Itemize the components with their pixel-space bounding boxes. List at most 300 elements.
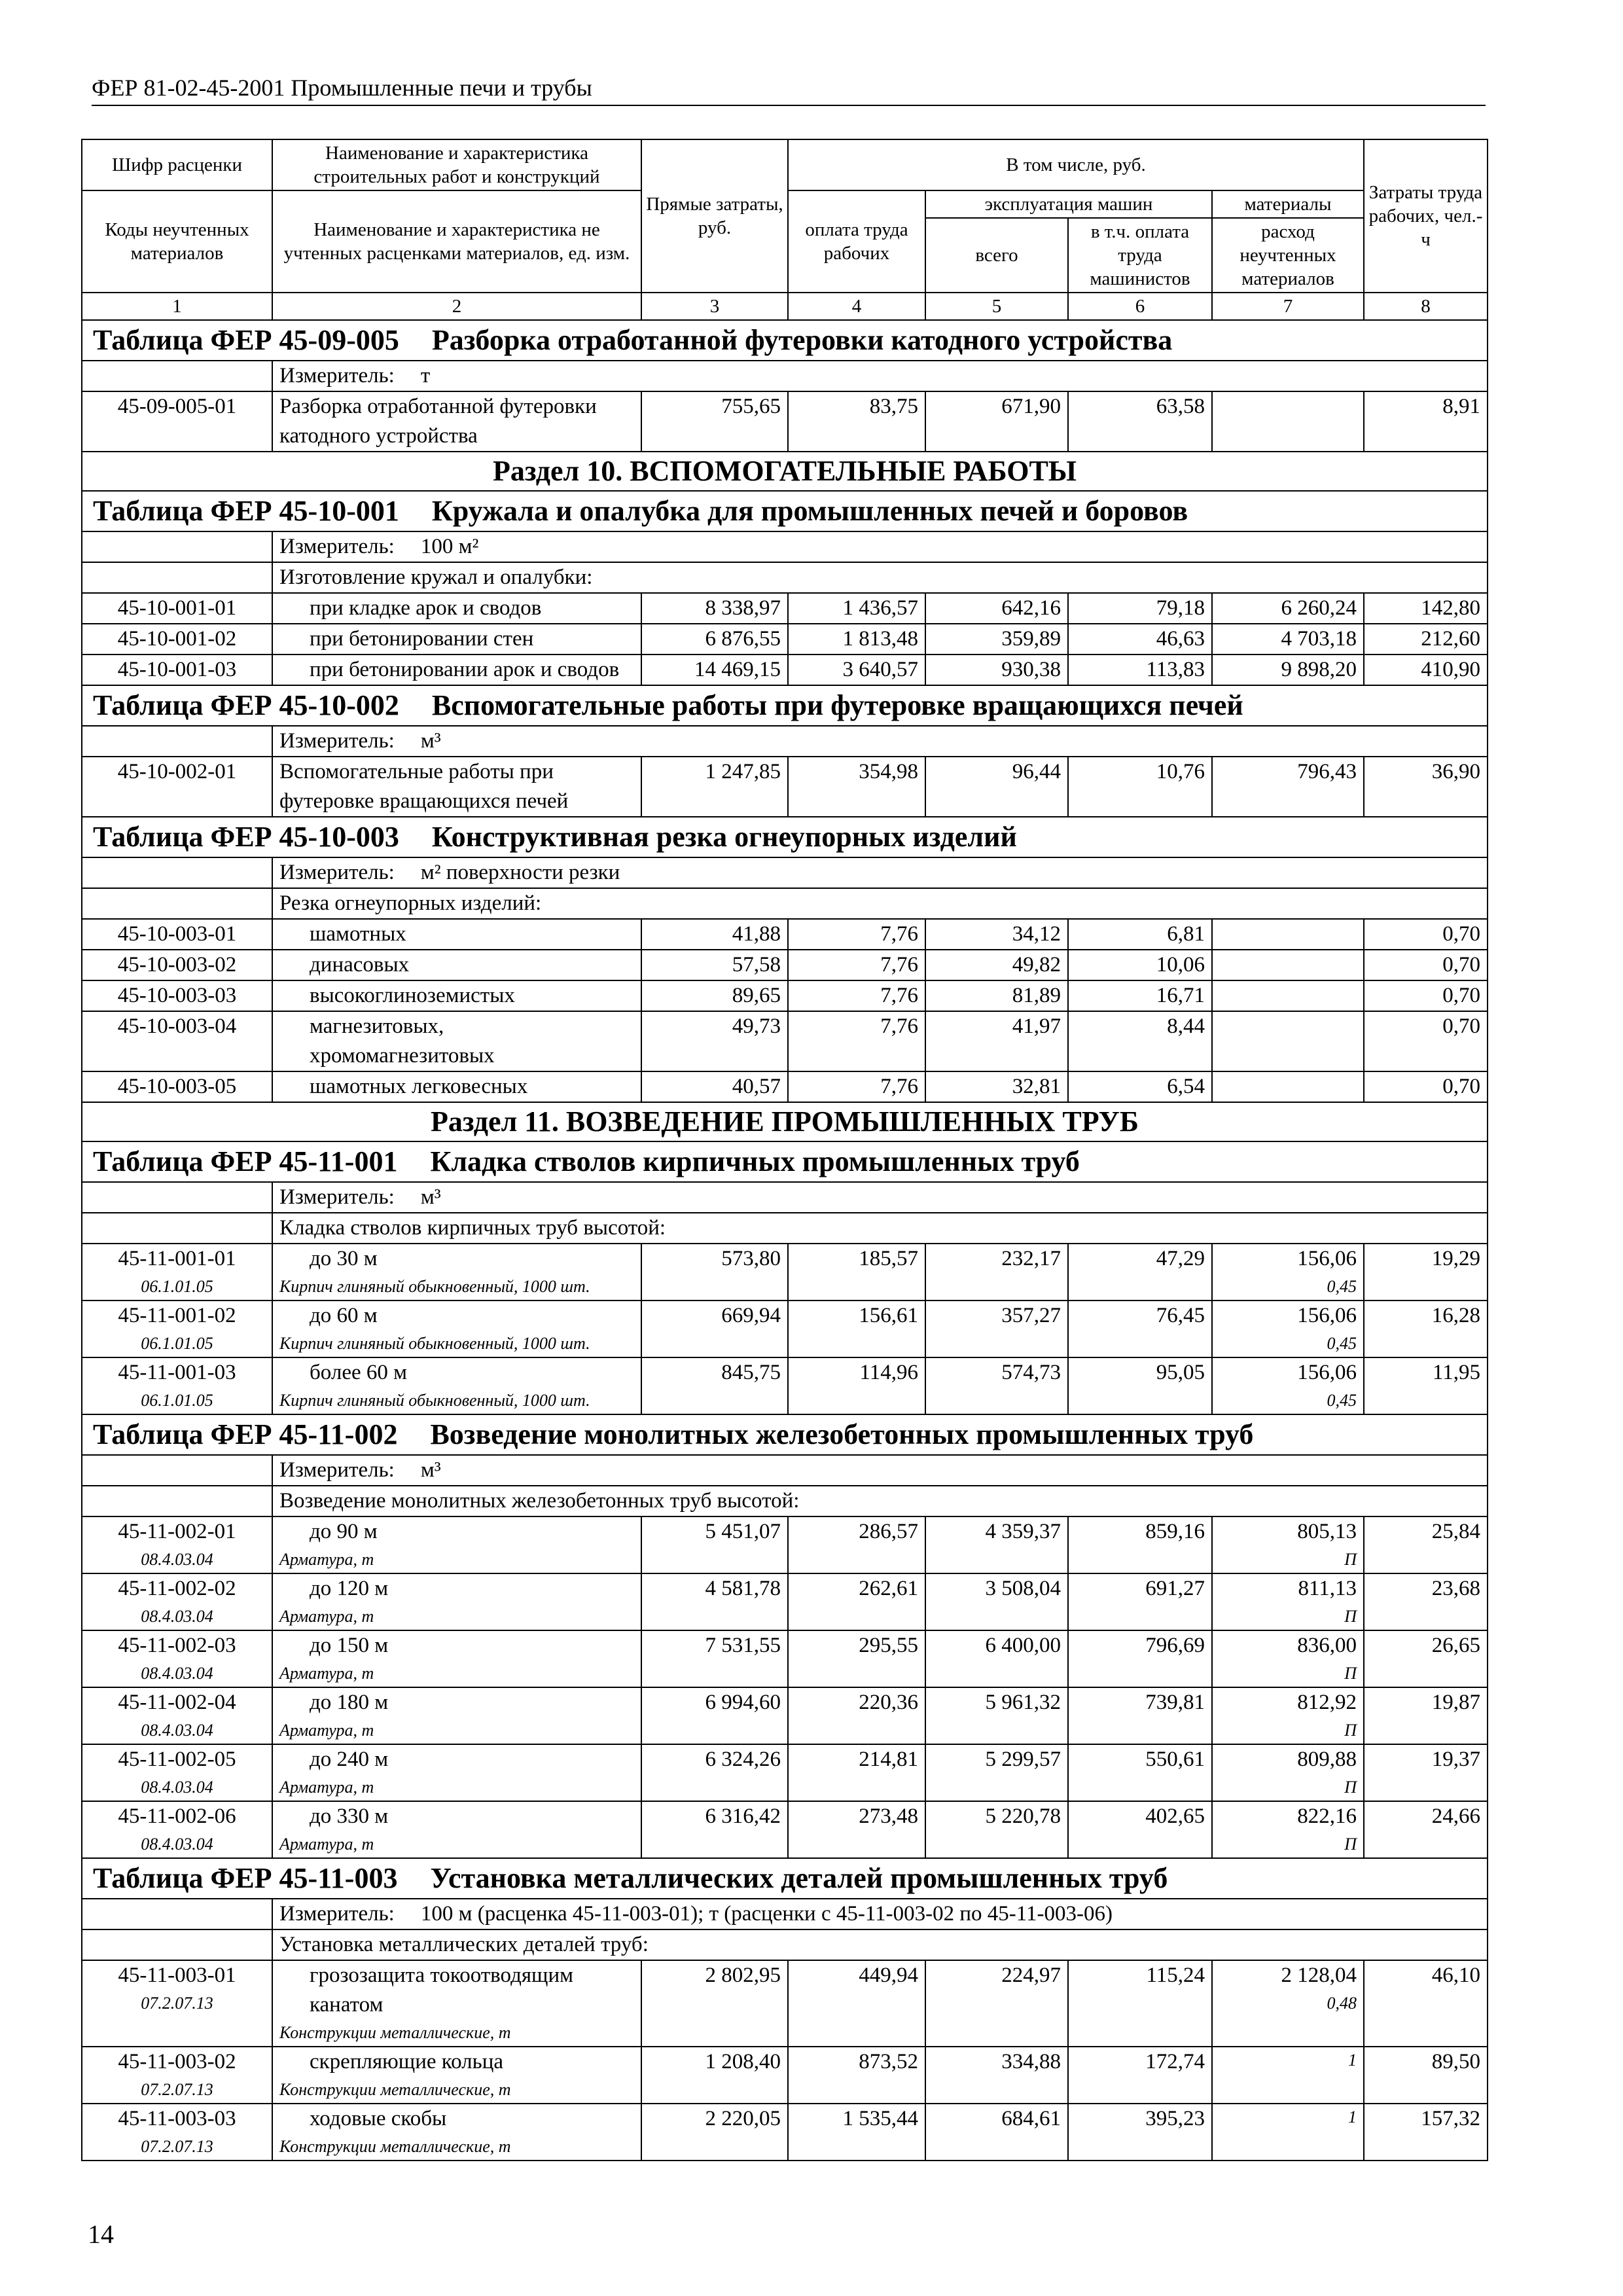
material-name: Конструкции металлические, т <box>279 2023 511 2042</box>
materials-cell <box>1212 757 1364 817</box>
direct-costs: 669,94 <box>641 1300 788 1357</box>
row-name <box>272 1687 641 1744</box>
wage-costs: 7,76 <box>788 1071 925 1102</box>
labor-costs: 410,90 <box>1364 655 1488 685</box>
page-number: 14 <box>88 2219 114 2249</box>
wage-costs: 7,76 <box>788 980 925 1011</box>
table-title-name: Установка металлических деталей промышленных труб <box>430 1862 1168 1894</box>
col-num: 7 <box>1212 293 1364 320</box>
row-code <box>82 980 272 1011</box>
col-codes-mat: Коды неучтенных материалов <box>82 190 272 293</box>
material-expense: П <box>1344 1778 1357 1797</box>
group-row <box>82 1929 1488 1960</box>
table-row <box>82 1244 1488 1300</box>
empty-cell <box>82 1213 272 1244</box>
measure-row <box>82 1899 1488 1929</box>
machine-costs: 224,97 <box>925 1960 1068 2047</box>
machine-costs: 6 400,00 <box>925 1630 1068 1687</box>
machinist-wage: 76,45 <box>1068 1300 1212 1357</box>
row-code <box>82 1011 272 1071</box>
machine-costs: 3 508,04 <box>925 1573 1068 1630</box>
material-code: 06.1.01.05 <box>141 1277 213 1296</box>
row-code <box>82 1960 272 2047</box>
wage-costs: 7,76 <box>788 919 925 950</box>
row-name <box>272 1744 641 1801</box>
machinist-wage: 47,29 <box>1068 1244 1212 1300</box>
wage-costs: 214,81 <box>788 1744 925 1801</box>
machine-costs: 96,44 <box>925 757 1068 817</box>
materials-cell <box>1212 919 1364 950</box>
measure-label: Измеритель: <box>279 364 395 387</box>
machine-costs: 232,17 <box>925 1244 1068 1300</box>
measure-unit: м³ <box>420 1458 441 1482</box>
col-materials: материалы <box>1212 190 1364 218</box>
table-row <box>82 1744 1488 1801</box>
material-name: Арматура, т <box>279 1835 374 1854</box>
wage-costs: 873,52 <box>788 2047 925 2104</box>
row-code-text: 45-11-002-02 <box>118 1577 236 1600</box>
direct-costs: 40,57 <box>641 1071 788 1102</box>
row-name-text: при бетонировании арок и сводов <box>310 658 620 681</box>
machine-costs: 359,89 <box>925 624 1068 655</box>
direct-costs: 8 338,97 <box>641 593 788 624</box>
machinist-wage: 115,24 <box>1068 1960 1212 2047</box>
row-name-text: Разборка отработанной футеровки катодного устройства <box>279 395 597 448</box>
wage-costs: 295,55 <box>788 1630 925 1687</box>
row-name <box>272 2047 641 2104</box>
machinist-wage: 739,81 <box>1068 1687 1212 1744</box>
wage-costs: 83,75 <box>788 391 925 452</box>
measure-cell <box>272 531 1488 562</box>
row-name-text: динасовых <box>310 953 410 977</box>
col-num: 4 <box>788 293 925 320</box>
empty-cell <box>82 1929 272 1960</box>
row-name-text: до 240 м <box>310 1748 389 1771</box>
row-name-text: высокоглиноземистых <box>310 984 515 1007</box>
direct-costs: 41,88 <box>641 919 788 950</box>
material-expense: 1 <box>1348 2108 1357 2126</box>
table-title-row <box>82 1414 1488 1455</box>
table-title-code: Таблица ФЕР 45-11-001 <box>93 1145 398 1177</box>
wage-costs: 3 640,57 <box>788 655 925 685</box>
labor-costs: 46,10 <box>1364 1960 1488 2047</box>
material-expense: П <box>1344 1835 1357 1854</box>
table-title-code: Таблица ФЕР 45-11-003 <box>93 1862 398 1894</box>
row-code-text: 45-11-003-02 <box>118 2050 236 2073</box>
materials-cell <box>1212 1300 1364 1357</box>
group-label: Изготовление кружал и опалубки: <box>272 562 1488 593</box>
empty-cell <box>82 857 272 888</box>
machine-costs: 5 220,78 <box>925 1801 1068 1858</box>
row-name <box>272 624 641 655</box>
material-code: 08.4.03.04 <box>141 1778 213 1797</box>
row-name <box>272 980 641 1011</box>
row-name <box>272 391 641 452</box>
group-row <box>82 562 1488 593</box>
wage-costs: 286,57 <box>788 1516 925 1573</box>
materials-cell <box>1212 655 1364 685</box>
material-expense: П <box>1344 1721 1357 1740</box>
empty-cell <box>82 1486 272 1516</box>
machinist-wage: 395,23 <box>1068 2104 1212 2161</box>
machinist-wage: 95,05 <box>1068 1357 1212 1414</box>
row-code-text: 45-11-002-04 <box>118 1691 236 1714</box>
row-code-text: 45-11-001-02 <box>118 1304 236 1327</box>
labor-costs: 0,70 <box>1364 1071 1488 1102</box>
section-title: Раздел 10. ВСПОМОГАТЕЛЬНЫЕ РАБОТЫ <box>82 452 1488 491</box>
row-name-text: до 90 м <box>310 1520 378 1543</box>
material-code: 08.4.03.04 <box>141 1721 213 1740</box>
material-name: Кирпич глиняный обыкновенный, 1000 шт. <box>279 1277 590 1296</box>
materials-cell <box>1212 980 1364 1011</box>
row-code <box>82 1071 272 1102</box>
materials-cost: 2 128,04 <box>1281 1964 1357 1987</box>
row-code-text: 45-11-002-06 <box>118 1804 236 1828</box>
row-code <box>82 1244 272 1300</box>
materials-cost: 811,13 <box>1298 1577 1357 1600</box>
materials-cost: 156,06 <box>1297 1304 1357 1327</box>
row-code <box>82 1357 272 1414</box>
measure-row <box>82 1182 1488 1213</box>
row-name <box>272 1801 641 1858</box>
labor-costs: 89,50 <box>1364 2047 1488 2104</box>
row-code-text: 45-11-003-01 <box>118 1964 236 1987</box>
row-name-text: ходовые скобы <box>310 2107 447 2130</box>
row-code-text: 45-11-002-03 <box>118 1634 236 1657</box>
wage-costs: 1 436,57 <box>788 593 925 624</box>
machinist-wage: 46,63 <box>1068 624 1212 655</box>
row-code <box>82 1573 272 1630</box>
table-title <box>82 1141 1488 1182</box>
measure-unit: м² поверхности резки <box>420 861 620 884</box>
table-row <box>82 593 1488 624</box>
materials-cell <box>1212 950 1364 980</box>
machine-costs: 684,61 <box>925 2104 1068 2161</box>
direct-costs: 755,65 <box>641 391 788 452</box>
table-title-name: Кружала и опалубка для промышленных печей и боровов <box>431 495 1188 527</box>
table-row <box>82 1300 1488 1357</box>
wage-costs: 354,98 <box>788 757 925 817</box>
measure-label: Измеритель: <box>279 1902 395 1926</box>
table-row <box>82 1960 1488 2047</box>
row-code <box>82 1516 272 1573</box>
direct-costs: 6 994,60 <box>641 1687 788 1744</box>
measure-row <box>82 726 1488 757</box>
labor-costs: 19,37 <box>1364 1744 1488 1801</box>
measure-cell <box>272 1455 1488 1486</box>
table-row <box>82 1071 1488 1102</box>
wage-costs: 156,61 <box>788 1300 925 1357</box>
row-name <box>272 593 641 624</box>
direct-costs: 57,58 <box>641 950 788 980</box>
price-table <box>81 139 1488 2161</box>
row-code-text: 45-10-003-03 <box>117 984 237 1007</box>
measure-unit: м³ <box>420 1185 441 1209</box>
labor-costs: 0,70 <box>1364 1011 1488 1071</box>
material-expense: 0,48 <box>1327 1994 1357 2013</box>
machine-costs: 81,89 <box>925 980 1068 1011</box>
row-code-text: 45-10-001-01 <box>117 596 237 620</box>
labor-costs: 25,84 <box>1364 1516 1488 1573</box>
materials-cost: 156,06 <box>1297 1247 1357 1270</box>
direct-costs: 14 469,15 <box>641 655 788 685</box>
row-name-text: до 60 м <box>310 1304 378 1327</box>
row-name-text: скрепляющие кольца <box>310 2050 504 2073</box>
labor-costs: 36,90 <box>1364 757 1488 817</box>
machine-costs: 34,12 <box>925 919 1068 950</box>
row-code <box>82 1300 272 1357</box>
table-row <box>82 2047 1488 2104</box>
col-labor: Затраты труда рабочих, чел.-ч <box>1364 139 1488 293</box>
row-name-text: Вспомогательные работы при футеровке вращающихся печей <box>279 760 569 813</box>
row-code-text: 45-10-003-01 <box>117 922 237 946</box>
machinist-wage: 796,69 <box>1068 1630 1212 1687</box>
row-name <box>272 757 641 817</box>
table-title <box>82 320 1488 361</box>
labor-costs: 0,70 <box>1364 980 1488 1011</box>
page-header: ФЕР 81-02-45-2001 Промышленные печи и трубы <box>92 73 1486 106</box>
machine-costs: 5 299,57 <box>925 1744 1068 1801</box>
table-row <box>82 1630 1488 1687</box>
material-name: Арматура, т <box>279 1664 374 1683</box>
labor-costs: 26,65 <box>1364 1630 1488 1687</box>
table-header <box>82 139 1488 320</box>
material-name: Арматура, т <box>279 1607 374 1626</box>
direct-costs: 845,75 <box>641 1357 788 1414</box>
row-name <box>272 1630 641 1687</box>
machine-costs: 334,88 <box>925 2047 1068 2104</box>
measure-unit: 100 м (расценка 45-11-003-01); т (расценки с 45-11-003-02 по 45-11-003-06) <box>420 1902 1113 1926</box>
materials-cost: 6 260,24 <box>1281 596 1357 620</box>
col-num: 5 <box>925 293 1068 320</box>
measure-cell <box>272 857 1488 888</box>
col-mach: эксплуатация машин <box>925 190 1212 218</box>
section-row <box>82 452 1488 491</box>
material-code: 08.4.03.04 <box>141 1664 213 1683</box>
material-expense: П <box>1344 1664 1357 1683</box>
col-code: Шифр расценки <box>82 139 272 190</box>
materials-cost: 805,13 <box>1297 1520 1357 1543</box>
direct-costs: 49,73 <box>641 1011 788 1071</box>
group-label: Кладка стволов кирпичных труб высотой: <box>272 1213 1488 1244</box>
row-name <box>272 919 641 950</box>
machinist-wage: 6,81 <box>1068 919 1212 950</box>
labor-costs: 8,91 <box>1364 391 1488 452</box>
machinist-wage: 63,58 <box>1068 391 1212 452</box>
materials-cost: 4 703,18 <box>1281 627 1357 651</box>
empty-cell <box>82 1899 272 1929</box>
row-name <box>272 1573 641 1630</box>
material-name: Конструкции металлические, т <box>279 2080 511 2099</box>
materials-cell <box>1212 593 1364 624</box>
row-name-text: до 150 м <box>310 1634 389 1657</box>
row-name <box>272 1244 641 1300</box>
machine-costs: 32,81 <box>925 1071 1068 1102</box>
empty-cell <box>82 1182 272 1213</box>
machinist-wage: 16,71 <box>1068 980 1212 1011</box>
direct-costs: 2 220,05 <box>641 2104 788 2161</box>
measure-row <box>82 531 1488 562</box>
measure-row <box>82 857 1488 888</box>
table-title-row <box>82 685 1488 726</box>
labor-costs: 16,28 <box>1364 1300 1488 1357</box>
measure-unit: т <box>420 364 431 387</box>
group-row <box>82 1486 1488 1516</box>
col-num: 1 <box>82 293 272 320</box>
row-code-text: 45-10-003-04 <box>117 1014 237 1038</box>
table-title-code: Таблица ФЕР 45-10-002 <box>93 689 399 721</box>
wage-costs: 1 813,48 <box>788 624 925 655</box>
materials-cell <box>1212 2047 1364 2104</box>
machine-costs: 4 359,37 <box>925 1516 1068 1573</box>
material-expense: 1 <box>1348 2051 1357 2070</box>
wage-costs: 7,76 <box>788 1011 925 1071</box>
wage-costs: 114,96 <box>788 1357 925 1414</box>
direct-costs: 4 581,78 <box>641 1573 788 1630</box>
group-row <box>82 1213 1488 1244</box>
col-num: 2 <box>272 293 641 320</box>
direct-costs: 89,65 <box>641 980 788 1011</box>
table-row <box>82 980 1488 1011</box>
materials-cost: 812,92 <box>1297 1691 1357 1714</box>
section-row <box>82 1102 1488 1141</box>
row-name <box>272 1011 641 1071</box>
direct-costs: 1 208,40 <box>641 2047 788 2104</box>
labor-costs: 24,66 <box>1364 1801 1488 1858</box>
row-name <box>272 1071 641 1102</box>
wage-costs: 449,94 <box>788 1960 925 2047</box>
material-expense: 0,45 <box>1327 1391 1357 1410</box>
table-title <box>82 1858 1488 1899</box>
material-expense: П <box>1344 1607 1357 1626</box>
machine-costs: 930,38 <box>925 655 1068 685</box>
table-title <box>82 685 1488 726</box>
labor-costs: 11,95 <box>1364 1357 1488 1414</box>
labor-costs: 0,70 <box>1364 950 1488 980</box>
materials-cell <box>1212 1244 1364 1300</box>
table-row <box>82 1357 1488 1414</box>
labor-costs: 212,60 <box>1364 624 1488 655</box>
row-name-text: при бетонировании стен <box>310 627 534 651</box>
table-title <box>82 817 1488 857</box>
col-total: всего <box>925 218 1068 293</box>
empty-cell <box>82 531 272 562</box>
row-code-text: 45-09-005-01 <box>117 395 237 418</box>
col-name-mat: Наименование и характеристика не учтенных расценками материалов, ед. изм. <box>272 190 641 293</box>
empty-cell <box>82 562 272 593</box>
machinist-wage: 113,83 <box>1068 655 1212 685</box>
machinist-wage: 79,18 <box>1068 593 1212 624</box>
col-mat-exp: расход неучтенных материалов <box>1212 218 1364 293</box>
row-name <box>272 1357 641 1414</box>
row-name-text: до 120 м <box>310 1577 389 1600</box>
materials-cost: 9 898,20 <box>1281 658 1357 681</box>
table-title-code: Таблица ФЕР 45-09-005 <box>93 324 399 356</box>
table-row <box>82 919 1488 950</box>
row-code-text: 45-10-003-05 <box>117 1075 237 1098</box>
row-code-text: 45-10-002-01 <box>117 760 237 783</box>
materials-cost: 809,88 <box>1297 1748 1357 1771</box>
row-code <box>82 757 272 817</box>
material-code: 06.1.01.05 <box>141 1334 213 1353</box>
materials-cell <box>1212 1071 1364 1102</box>
machinist-wage: 550,61 <box>1068 1744 1212 1801</box>
materials-cell <box>1212 1573 1364 1630</box>
machine-costs: 671,90 <box>925 391 1068 452</box>
table-row <box>82 655 1488 685</box>
table-title-name: Возведение монолитных железобетонных промышленных труб <box>430 1418 1254 1450</box>
materials-cell <box>1212 1357 1364 1414</box>
material-expense: 0,45 <box>1327 1277 1357 1296</box>
col-wage: оплата труда рабочих <box>788 190 925 293</box>
section-title: Раздел 11. ВОЗВЕДЕНИЕ ПРОМЫШЛЕННЫХ ТРУБ <box>82 1102 1488 1141</box>
materials-cost: 796,43 <box>1297 760 1357 783</box>
direct-costs: 2 802,95 <box>641 1960 788 2047</box>
table-row <box>82 950 1488 980</box>
row-name-text: шамотных <box>310 922 406 946</box>
materials-cell <box>1212 1960 1364 2047</box>
row-code <box>82 950 272 980</box>
group-label: Возведение монолитных железобетонных труб высотой: <box>272 1486 1488 1516</box>
wage-costs: 7,76 <box>788 950 925 980</box>
row-name-text: шамотных легковесных <box>310 1075 528 1098</box>
group-row <box>82 888 1488 919</box>
machinist-wage: 691,27 <box>1068 1573 1212 1630</box>
table-title-code: Таблица ФЕР 45-10-001 <box>93 495 399 527</box>
table-title-name: Конструктивная резка огнеупорных изделий <box>431 821 1017 853</box>
materials-cell <box>1212 391 1364 452</box>
table-row <box>82 1801 1488 1858</box>
measure-label: Измеритель: <box>279 535 395 558</box>
machinist-wage: 402,65 <box>1068 1801 1212 1858</box>
row-code-text: 45-10-001-03 <box>117 658 237 681</box>
labor-costs: 23,68 <box>1364 1573 1488 1630</box>
row-name <box>272 655 641 685</box>
material-code: 07.2.07.13 <box>141 2080 213 2099</box>
col-num: 3 <box>641 293 788 320</box>
direct-costs: 6 876,55 <box>641 624 788 655</box>
table-row <box>82 2104 1488 2161</box>
table-row <box>82 624 1488 655</box>
materials-cost: 836,00 <box>1297 1634 1357 1657</box>
empty-cell <box>82 888 272 919</box>
direct-costs: 6 324,26 <box>641 1744 788 1801</box>
measure-row <box>82 361 1488 391</box>
group-label: Установка металлических деталей труб: <box>272 1929 1488 1960</box>
row-code <box>82 1801 272 1858</box>
col-direct: Прямые затраты, руб. <box>641 139 788 293</box>
wage-costs: 185,57 <box>788 1244 925 1300</box>
material-name: Кирпич глиняный обыкновенный, 1000 шт. <box>279 1391 590 1410</box>
labor-costs: 157,32 <box>1364 2104 1488 2161</box>
labor-costs: 19,87 <box>1364 1687 1488 1744</box>
wage-costs: 273,48 <box>788 1801 925 1858</box>
labor-costs: 19,29 <box>1364 1244 1488 1300</box>
row-code-text: 45-11-002-01 <box>118 1520 236 1543</box>
table-title-row <box>82 1141 1488 1182</box>
measure-row <box>82 1455 1488 1486</box>
machinist-wage: 10,76 <box>1068 757 1212 817</box>
row-code <box>82 1630 272 1687</box>
machinist-wage: 6,54 <box>1068 1071 1212 1102</box>
table-title <box>82 491 1488 531</box>
direct-costs: 5 451,07 <box>641 1516 788 1573</box>
row-name-text: магнезитовых, хромомагнезитовых <box>310 1014 495 1067</box>
materials-cost: 822,16 <box>1297 1804 1357 1828</box>
row-name <box>272 1516 641 1573</box>
measure-cell <box>272 726 1488 757</box>
row-name <box>272 2104 641 2161</box>
